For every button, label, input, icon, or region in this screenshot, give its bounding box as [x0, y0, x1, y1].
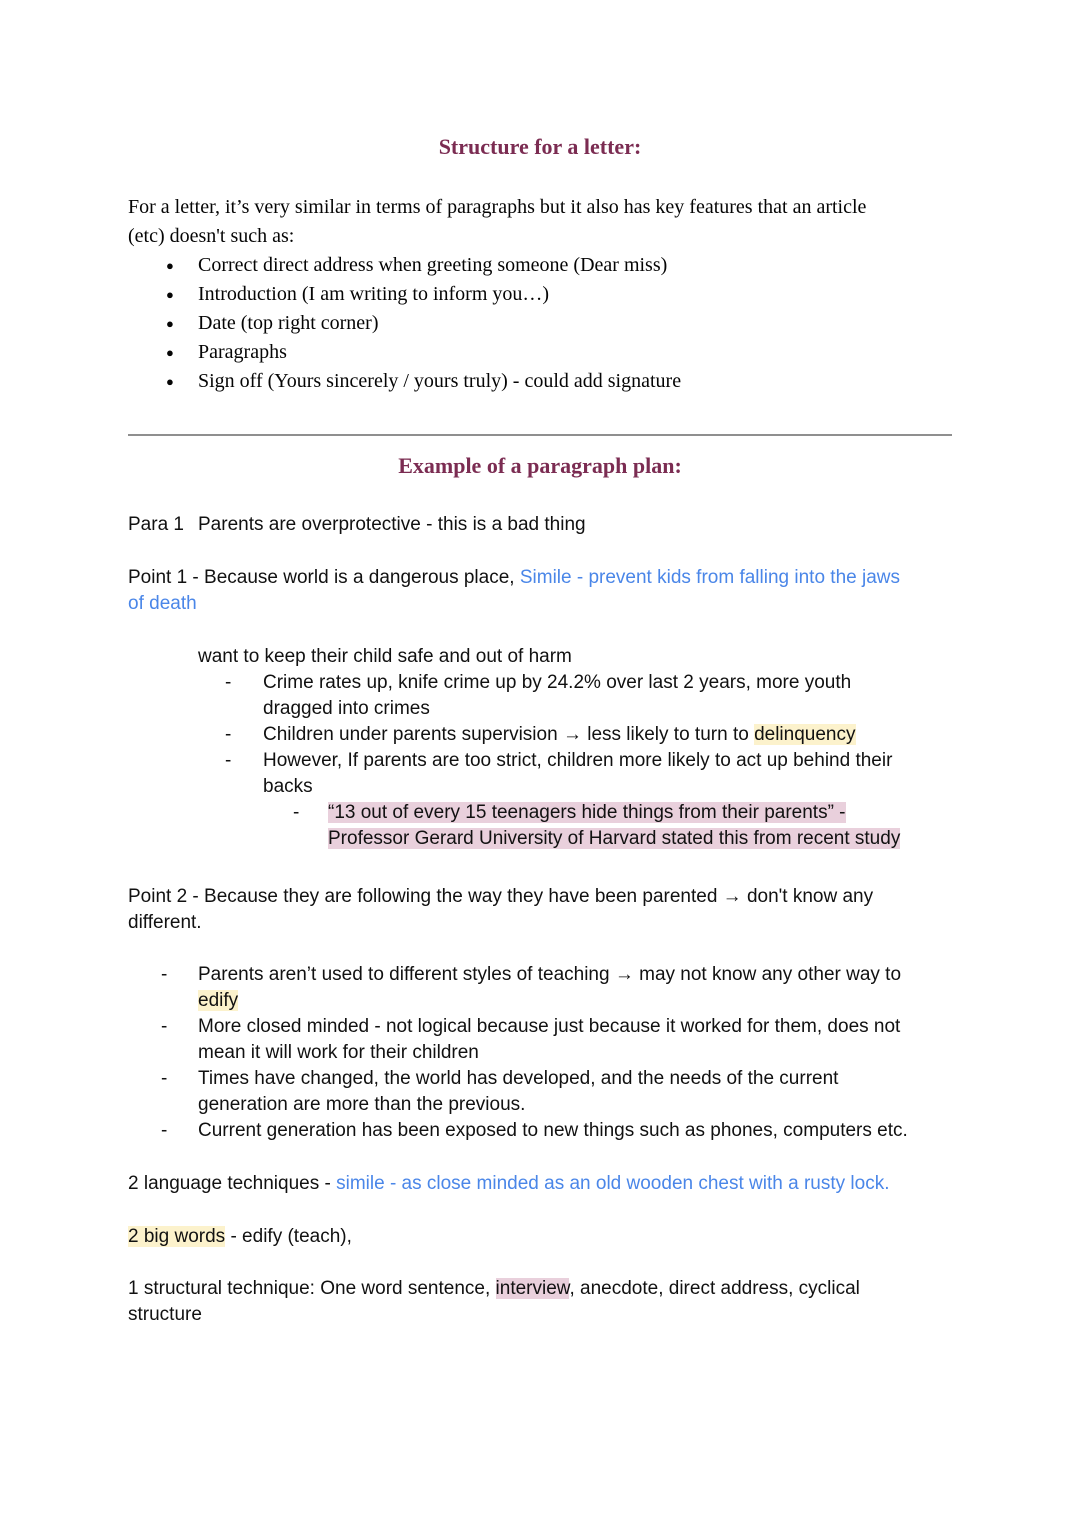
bullet-text: Paragraphs [198, 341, 287, 363]
dash-bullet: - [293, 802, 300, 823]
list-item [128, 1118, 952, 1144]
para1-line [128, 512, 952, 538]
bullet-text: Sign off (Yours sincerely / yours truly) - could add signature [198, 370, 682, 392]
language-techniques-label: 2 language techniques - [128, 1173, 337, 1194]
leadin-line: want to keep their child safe and out of harm [198, 646, 572, 667]
letter-intro-paragraph [128, 193, 952, 251]
dash-bullet: - [225, 724, 232, 745]
dash-text [198, 1066, 952, 1118]
dash-line: Children under parents supervision → less likely to turn to [263, 724, 755, 745]
language-techniques-blue: simile - as close minded as an old wooden chest with a rusty lock. [336, 1173, 890, 1194]
point2-line: different. [128, 912, 202, 933]
dash-line: Times have changed, the world has developed, and the needs of the current [198, 1068, 839, 1089]
highlighted-word: delinquency [754, 724, 856, 745]
intro-line-2: (etc) doesn't such as: [128, 225, 295, 247]
big-words-line [128, 1224, 952, 1250]
point2-line: Point 2 - Because they are following the way they have been parented → don't know any [128, 886, 874, 907]
list-item [128, 670, 952, 722]
dash-line: generation are more than the previous. [198, 1094, 526, 1115]
dash-text [198, 1118, 952, 1144]
point1-blue-note: Simile - prevent kids from falling into the jaws [519, 567, 900, 588]
highlighted-phrase: 2 big words [128, 1226, 226, 1247]
dash-bullet: - [225, 750, 232, 771]
dash-line: More closed minded - not logical because just because it worked for them, does not [198, 1016, 901, 1037]
dash-line: Current generation has been exposed to new things such as phones, computers etc. [198, 1120, 908, 1141]
bullet-icon: ● [166, 258, 174, 273]
horizontal-divider [128, 434, 952, 436]
bullet-text: Correct direct address when greeting someone (Dear miss) [198, 254, 668, 276]
point2-paragraph [128, 884, 952, 936]
bullet-icon: ● [166, 345, 174, 360]
language-techniques-line [128, 1171, 952, 1197]
dash-line: dragged into crimes [263, 698, 430, 719]
dash-bullet: - [161, 1016, 168, 1037]
bullet-icon: ● [166, 287, 174, 302]
list-item [128, 1014, 952, 1066]
structural-line-2: structure [128, 1304, 202, 1325]
highlighted-word: edify [198, 990, 239, 1011]
highlighted-quote-line: Professor Gerard University of Harvard stated this from recent study [328, 828, 901, 849]
para1-text: Parents are overprotective - this is a bad thing [198, 514, 586, 535]
point1-paragraph [128, 565, 952, 617]
highlighted-word: interview [495, 1278, 570, 1299]
plan-section-title: Example of a paragraph plan: [398, 453, 682, 478]
point1-text: Point 1 - Because world is a dangerous place, [128, 567, 520, 588]
dash-text [263, 722, 952, 748]
list-item [128, 338, 952, 367]
letter-feature-list [128, 251, 952, 396]
list-item [128, 251, 952, 280]
quote-list-item [128, 800, 952, 852]
dash-line: mean it will work for their children [198, 1042, 479, 1063]
list-item [128, 309, 952, 338]
letter-section-title: Structure for a letter: [438, 134, 642, 159]
quote-text [328, 800, 952, 852]
list-item [128, 1066, 952, 1118]
list-item [128, 280, 952, 309]
bullet-text: Introduction (I am writing to inform you…) [198, 283, 550, 305]
list-item [128, 367, 952, 396]
dash-text [198, 962, 952, 1014]
para1-label: Para 1 [128, 514, 184, 535]
dash-line: Parents aren’t used to different styles of teaching → may not know any other way to [198, 964, 902, 985]
structural-technique-line [128, 1276, 952, 1328]
bullet-text: Date (top right corner) [198, 312, 379, 334]
dash-text [263, 670, 952, 722]
dash-text [198, 1014, 952, 1066]
intro-line-1: For a letter, it’s very similar in terms of paragraphs but it also has key features that an article [128, 196, 867, 218]
structural-post: , anecdote, direct address, cyclical [569, 1278, 860, 1299]
dash-bullet: - [225, 672, 232, 693]
dash-bullet: - [161, 1120, 168, 1141]
dash-bullet: - [161, 1068, 168, 1089]
dash-line: Crime rates up, knife crime up by 24.2% over last 2 years, more youth [263, 672, 852, 693]
structural-pre: 1 structural technique: One word sentence, [128, 1278, 496, 1299]
list-item [128, 722, 952, 748]
dash-bullet: - [161, 964, 168, 985]
bullet-icon: ● [166, 316, 174, 331]
dash-line: backs [263, 776, 313, 797]
highlighted-quote-line: “13 out of every 15 teenagers hide things from their parents” - [328, 802, 846, 823]
list-item [128, 962, 952, 1014]
dash-line: However, If parents are too strict, children more likely to act up behind their [263, 750, 893, 771]
dash-text [263, 748, 952, 800]
bullet-icon: ● [166, 374, 174, 389]
point1-blue-note-cont: of death [128, 593, 197, 614]
list-item [128, 748, 952, 800]
big-words-rest: - edify (teach), [225, 1226, 352, 1247]
